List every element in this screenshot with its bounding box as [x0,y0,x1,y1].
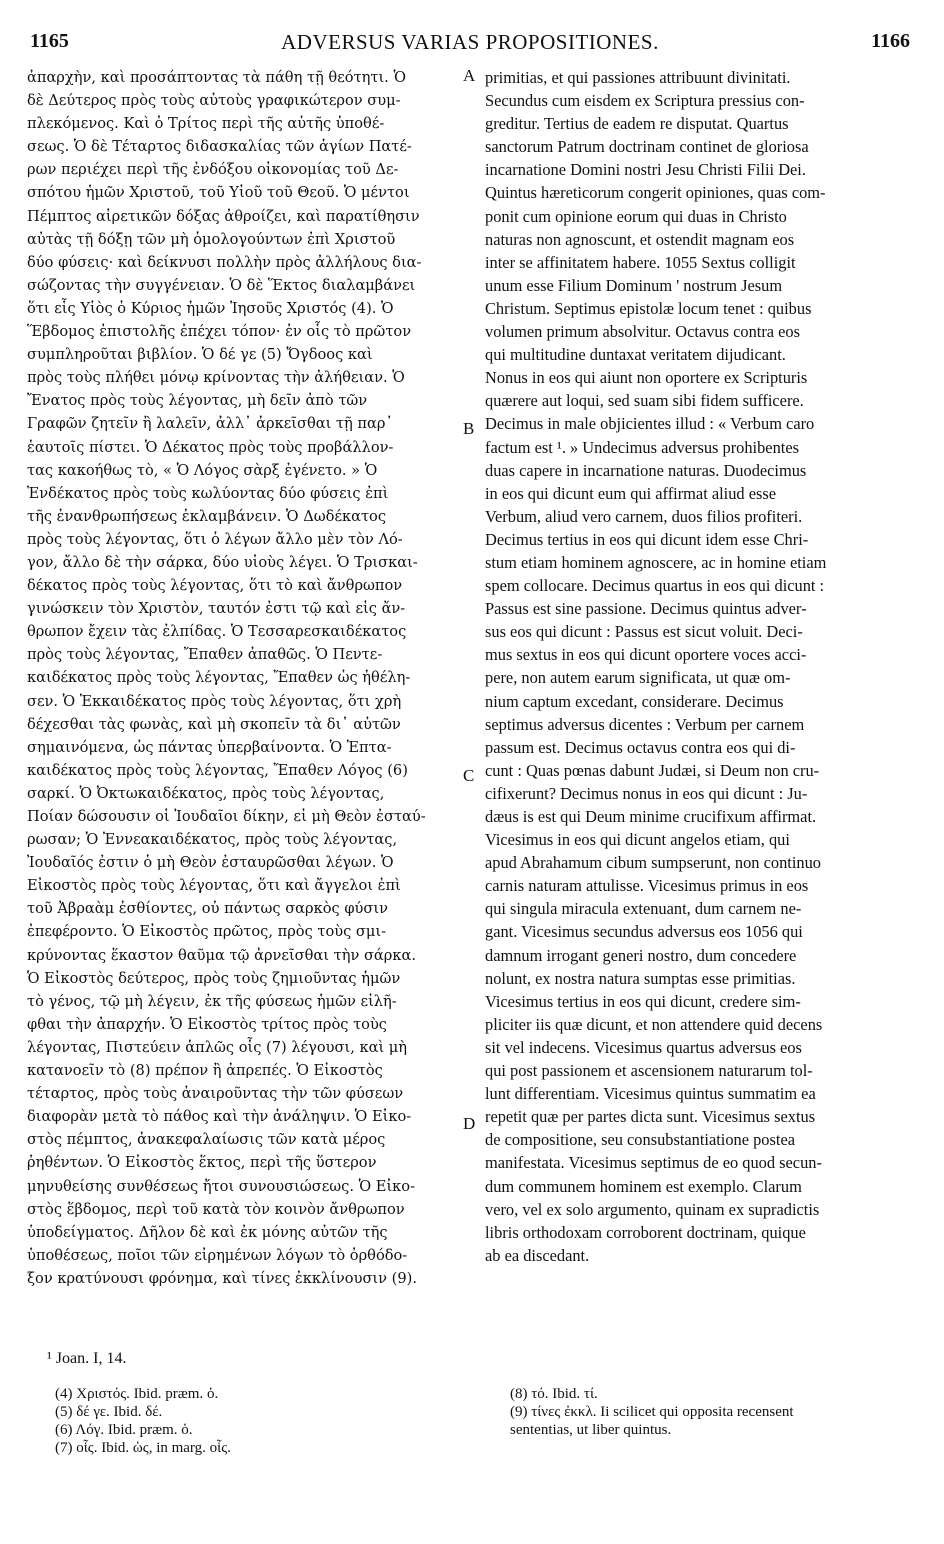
margin-marker: D [463,1114,476,1133]
page-number-right: 1166 [871,30,910,52]
latin-text-line: de compositione, seu consubstantiatione postea [485,1130,795,1150]
latin-text-line: factum est ¹. » Undecimus adversus prohibentes [485,437,799,457]
greek-text-line: ἑαυτοῖς πίστει. Ὁ Δέκατος πρὸς τοὺς προβάλλον- [27,438,394,456]
latin-column [485,66,915,1267]
greek-text-line: τῆς ἐνανθρωπήσεως ἐκλαμβάνειν. Ὁ Δωδέκατος [27,507,387,525]
page-number-left: 1165 [30,30,69,52]
latin-text-line: mus sextus in eos qui dicunt oportere voces acci- [485,645,807,665]
latin-text-line: sus eos qui dicunt : Passus est sicut voluit. Deci- [485,622,803,642]
margin-markers [463,66,485,1206]
latin-text-line: duas capere in incarnatione naturas. Duodecimus [485,460,807,480]
greek-text-line: πρὸς τοὺς πλήθει μόνῳ κρίνοντας τὴν ἀλήθειαν. Ὁ [27,369,405,387]
margin-marker: C [463,766,475,785]
latin-text-line: gant. Vicesimus secundus adversus eos 1056 qui [485,922,803,942]
critical-note: sententias, ut liber quintus. [510,1422,672,1438]
greek-text-line: ρων περιέχει περὶ τῆς ἐνδόξου οἰκονομίας τοῦ Δε- [27,161,399,179]
critical-note: (6) Λόγ. Ibid. præm. ὁ. [55,1422,193,1438]
page-title: ADVERSUS VARIAS PROPOSITIONES. [281,30,659,54]
greek-text-line: τέταρτος, πρὸς τοὺς ἀναιροῦντας τὴν τῶν φύσεων [27,1085,404,1103]
critical-note: (7) οἷς. Ibid. ὡς, in marg. οἷς. [55,1440,231,1456]
greek-text-line: σπότου ἡμῶν Χριστοῦ, τοῦ Υἱοῦ τοῦ Θεοῦ. Ὁ μέντοι [27,184,410,202]
greek-text-line: ἀπαρχὴν, καὶ προσάπτοντας τὰ πάθη τῇ θεότητι. Ὁ [27,69,406,86]
greek-text-line: Γραφῶν ζητεῖν ἢ λαλεῖν, ἀλλ᾽ ἀρκεῖσθαι τῇ παρ᾽ [27,415,393,433]
latin-text-line: pliciter iis quæ dicunt, et non attendere quid decens [485,1014,823,1034]
latin-text-line: sanctorum Patrum doctrinam continet de gloriosa [485,137,809,157]
greek-text-line: Ὁ Εἰκοστὸς δεύτερος, πρὸς τοὺς ζημιοῦντας ἡμῶν [27,969,401,987]
greek-text-line: σώζοντας τὴν συγγένειαν. Ὁ δὲ Ἕκτος διαλαμβάνει [27,276,416,294]
greek-text-line: τὸ γένος, τῷ μὴ λέγειν, ἐκ τῆς φύσεως ἡμῶν εἰλῆ- [27,992,397,1010]
greek-text-line: θρωπον ἔχειν τὰς ἐλπίδας. Ὁ Τεσσαρεσκαιδέκατος [27,623,407,641]
greek-text-line: κρύνοντας ἕκαστον θαῦμα τῷ ἀρνεῖσθαι τὴν σάρκα. [27,946,416,964]
greek-text-line: Ἑνδέκατος πρὸς τοὺς κωλύοντας δύο φύσεις ἐπὶ [27,484,389,502]
greek-text-line: ρωσαν; Ὁ Ἐννεακαιδέκατος, πρὸς τοὺς λέγοντας, [27,831,398,849]
latin-text-line: cifixerunt? Decimus nonus in eos qui dicunt : Ju- [485,783,808,803]
latin-text-line: repetit quæ per partes dicta sunt. Vicesimus sextus [485,1107,816,1127]
critical-notes-left [55,1385,455,1457]
latin-text-line: Decimus in male objicientes illud : « Verbum caro [485,414,815,434]
margin-marker: A [463,66,476,85]
latin-text-line: Nonus in eos qui aiunt non oportere ex Scripturis [485,368,808,388]
greek-text-line: Ἕβδομος ἐπιστολῆς ἐπέχει τόπον· ἐν οἷς τὸ πρῶτον [27,323,412,341]
latin-text-line: lunt differentiam. Vicesimus quintus summatim ea [485,1084,816,1104]
greek-text-line: σαρκί. Ὁ Ὀκτωκαιδέκατος, πρὸς τοὺς λέγοντας, [27,784,385,802]
latin-text-line: Quintus hæreticorum congerit opiniones, quas com- [485,183,826,203]
latin-text-line: carnis naturam attulisse. Vicesimus primus in eos [485,876,809,896]
latin-text-line: ponit cum opinione eorum qui duas in Christo [485,206,787,226]
latin-text-line: volumen primum absolvitur. Octavus contra eos [485,322,801,342]
greek-text-line: στὸς ἕβδομος, περὶ τοῦ κατὰ τὸν κοινὸν ἄνθρωπον [27,1200,405,1218]
latin-text-line: manifestata. Vicesimus septimus de eo quod secun- [485,1153,822,1173]
greek-text-line: τοῦ Ἀβραὰμ ἐσθίοντες, οὐ πάντως σαρκὸς φύσιν [27,900,388,918]
greek-text-line: γον, ἄλλο δὲ τὴν σάρκα, δύο υἱοὺς λέγει. Ὁ Τρισκαι- [27,553,418,571]
latin-text-line: qui multitudine duntaxat veritatem dijudicant. [485,345,786,365]
greek-text-line: κατανοεῖν τὸ (8) πρέπον ἢ ἀπρεπές. Ὁ Εἰκοστὸς [27,1062,383,1080]
greek-text-line: ὅτι εἷς Υἱὸς ὁ Κύριος ἡμῶν Ἰησοῦς Χριστός (4). Ὁ [27,299,394,317]
greek-text-line: δύο φύσεις· καὶ δείκνυσι πολλὴν πρὸς ἀλλήλους δια- [27,253,422,271]
latin-text-line: unum esse Filium Dominum ' nostrum Jesum [485,275,783,295]
latin-text-line: apud Abrahamum cibum sumpserunt, non continuo [485,853,821,873]
greek-text-line: σημαινόμενα, ὡς πάντας ὑπερβαίνοντα. Ὁ Ἑπτα- [27,738,392,756]
latin-text-line: greditur. Tertius de eadem re disputat. Quartus [485,114,789,134]
critical-note: (5) δέ γε. Ibid. δέ. [55,1404,163,1420]
greek-text-line: δέχεσθαι τὰς φωνὰς, καὶ μὴ σκοπεῖν τὰ δι᾽ αὐτῶν [27,715,401,733]
greek-text-line: διαφορὰν μετὰ τὸ πάθος καὶ τὴν ἀνάληψιν. Ὁ Εἰκο- [27,1108,412,1126]
greek-text-line: στὸς πέμπτος, ἀνακεφαλαίωσις τῶν κατὰ μέρος [27,1131,386,1149]
latin-text-line: Christum. Septimus epistolæ locum tenet : quibus [485,298,812,318]
greek-text-line: Ἰουδαῖός ἐστιν ὁ μὴ Θεὸν ἐσταυρῶσθαι λέγων. Ὁ [27,854,394,872]
greek-text-line: ῥηθέντων. Ὁ Εἰκοστὸς ἕκτος, περὶ τῆς ὕστερον [27,1154,377,1172]
latin-text-line: stum etiam hominem agnoscere, ac in homine etiam [485,552,827,572]
latin-text-line: Vicesimus in eos qui dicunt angelos etiam, qui [485,830,790,850]
latin-text-line: passum est. Decimus octavus contra eos qui di- [485,737,796,757]
latin-text-line: naturas non agnoscunt, et ostendit magnam eos [485,229,795,249]
critical-note: (8) τό. Ibid. τί. [510,1386,598,1402]
greek-text-line: ὑποθέσεως, ποῖοι τῶν εἰρημένων λόγων τὸ ὀρθόδο- [27,1246,408,1264]
latin-text-line: Vicesimus tertius in eos qui dicunt, credere sim- [485,991,801,1011]
critical-note: (9) τίνες ἐκκλ. Ii scilicet qui opposita recensent [510,1404,794,1420]
greek-text-line: αὐτὰς τῇ δόξῃ τῶν μὴ ὁμολογούντων ἐπὶ Χριστοῦ [27,230,396,248]
latin-text-line: cunt : Quas pœnas dabunt Judæi, si Deum non cru- [485,760,820,780]
latin-text-line: dæus is est qui Deum minime crucifixum affirmat. [485,807,817,826]
latin-text-line: pere, non autem earum significata, ut quæ om- [485,668,791,688]
footnote-scripture: ¹ Joan. I, 14. [47,1350,127,1367]
latin-text-line: qui post passionem et ascensionem naturarum tol- [485,1061,813,1081]
latin-text-line: primitias, et qui passiones attribuunt divinitati. [485,68,791,87]
latin-text-line: Decimus tertius in eos qui dicunt idem esse Chri- [485,529,809,549]
greek-text-line: Ἔνατος πρὸς τοὺς λέγοντας, μὴ δεῖν ἀπὸ τῶν [27,392,368,410]
latin-text-line: sit vel indecens. Vicesimus quartus adversus eos [485,1037,802,1057]
greek-text-line: σεως. Ὁ δὲ Τέταρτος διδασκαλίας τῶν ἁγίων Πατέ- [27,138,412,156]
latin-text-line: damnum irrogant generi nostro, dum concedere [485,945,797,965]
greek-text-line: πλεκόμενος. Καὶ ὁ Τρίτος περὶ τῆς αὐτῆς ὑποθέ- [27,115,385,133]
greek-text-line: πρὸς τοὺς λέγοντας, Ἔπαθεν ἀπαθῶς. Ὁ Πεντε- [27,646,383,664]
greek-text-line: μηνυθείσης συνθέσεως ἤτοι συνουσιώσεως. Ὁ Εἰκο- [27,1177,416,1195]
greek-text-line: ὑποδείγματος. Δῆλον δὲ καὶ ἐκ μόνης αὐτῶν τῆς [27,1223,388,1241]
greek-text-line: λέγοντας, Πιστεύειν ἁπλῶς οἷς (7) λέγουσι, καὶ μὴ [27,1038,408,1056]
greek-column [27,66,475,1290]
latin-text-line: nolunt, ex nostra natura sumptas esse primitias. [485,968,796,988]
latin-text-line: dum communem hominem est exemplo. Clarum [485,1176,802,1196]
greek-text-line: καιδέκατος πρὸς τοὺς λέγοντας, Ἔπαθεν ὡς ἠθέλη- [27,669,411,687]
greek-text-line: τας κακοήθως τὸ, « Ὁ Λόγος σὰρξ ἐγένετο. » Ὁ [27,461,378,479]
greek-text-line: σεν. Ὁ Ἑκκαιδέκατος πρὸς τοὺς λέγοντας, ὅτι χρὴ [27,692,402,710]
margin-marker: B [463,419,475,438]
greek-text-line: Εἰκοστὸς πρὸς τοὺς λέγοντας, ὅτι καὶ ἄγγελοι ἐπὶ [27,877,401,895]
running-header [30,30,910,60]
greek-text-line: συμπληροῦται βιβλίον. Ὁ δέ γε (5) Ὄγδοος καὶ [27,346,373,364]
greek-text-line: δέκατος πρὸς τοὺς λέγοντας, ὅτι τὸ καὶ ἄνθρωπον [27,577,403,595]
greek-text-line: ξον κρατύνουσι φρόνημα, καὶ τίνες ἐκκλίνουσιν (9). [27,1269,417,1287]
critical-notes-right [510,1385,920,1439]
latin-text-line: inter se affinitatem habere. 1055 Sextus colligit [485,252,796,272]
greek-text-line: ἐπεφέροντο. Ὁ Εἰκοστὸς πρῶτος, πρὸς τοὺς σμι- [27,923,387,941]
greek-text-line: γινώσκειν τὸν Χριστὸν, ταυτόν ἐστι τῷ καὶ εἰς ἄν- [27,600,406,618]
greek-text-line: Ποίαν δώσουσιν οἱ Ἰουδαῖοι δίκην, εἰ μὴ Θεὸν ἐσταύ- [27,808,426,825]
latin-text-line: quærere aut loqui, sed suam sibi fidem sufficere. [485,391,804,411]
greek-text-line: πρὸς τοὺς λέγοντας, ὅτι ὁ λέγων ἄλλο μὲν τὸν Λό- [27,530,403,548]
greek-text-line: Πέμπτος αἱρετικῶν δόξας ἀθροίζει, καὶ παρατίθησιν [27,207,420,225]
latin-text-line: spem collocare. Decimus quartus in eos qui dicunt : [485,576,825,596]
greek-text-line: φθαι τὴν ἀπαρχήν. Ὁ Εἰκοστὸς τρίτος πρὸς τοὺς [27,1015,387,1033]
latin-text-line: Passus est sine passione. Decimus quintus adver- [485,599,807,619]
latin-text-line: Secundus cum eisdem ex Scriptura pressius con- [485,91,805,111]
latin-text-line: libris orthodoxam corroborent doctrinam, quique [485,1222,806,1242]
latin-text-line: qui singula miracula extenuant, dum carnem ne- [485,899,802,919]
greek-text-line: δὲ Δεύτερος πρὸς τοὺς αὐτοὺς γραφικώτερον συμ- [27,92,401,110]
latin-text-line: Verbum, aliud vero carnem, duos filios profiteri. [485,506,803,526]
latin-text-line: ab ea discedant. [485,1245,590,1265]
latin-text-line: vero, vel ex solo argumento, quinam ex supradictis [485,1199,820,1219]
critical-note: (4) Χριστός. Ibid. præm. ὁ. [55,1386,219,1402]
latin-text-line: in eos qui dicunt eum qui affirmat aliud esse [485,483,777,503]
greek-text-line: καιδέκατος πρὸς τοὺς λέγοντας, Ἔπαθεν Λόγος (6) [27,761,408,779]
latin-text-line: septimus adversus dicentes : Verbum per carnem [485,714,805,734]
latin-text-line: nium captum excedant, considerare. Decimus [485,691,784,711]
latin-text-line: incarnatione Domini nostri Jesu Christi Filii Dei. [485,160,806,180]
